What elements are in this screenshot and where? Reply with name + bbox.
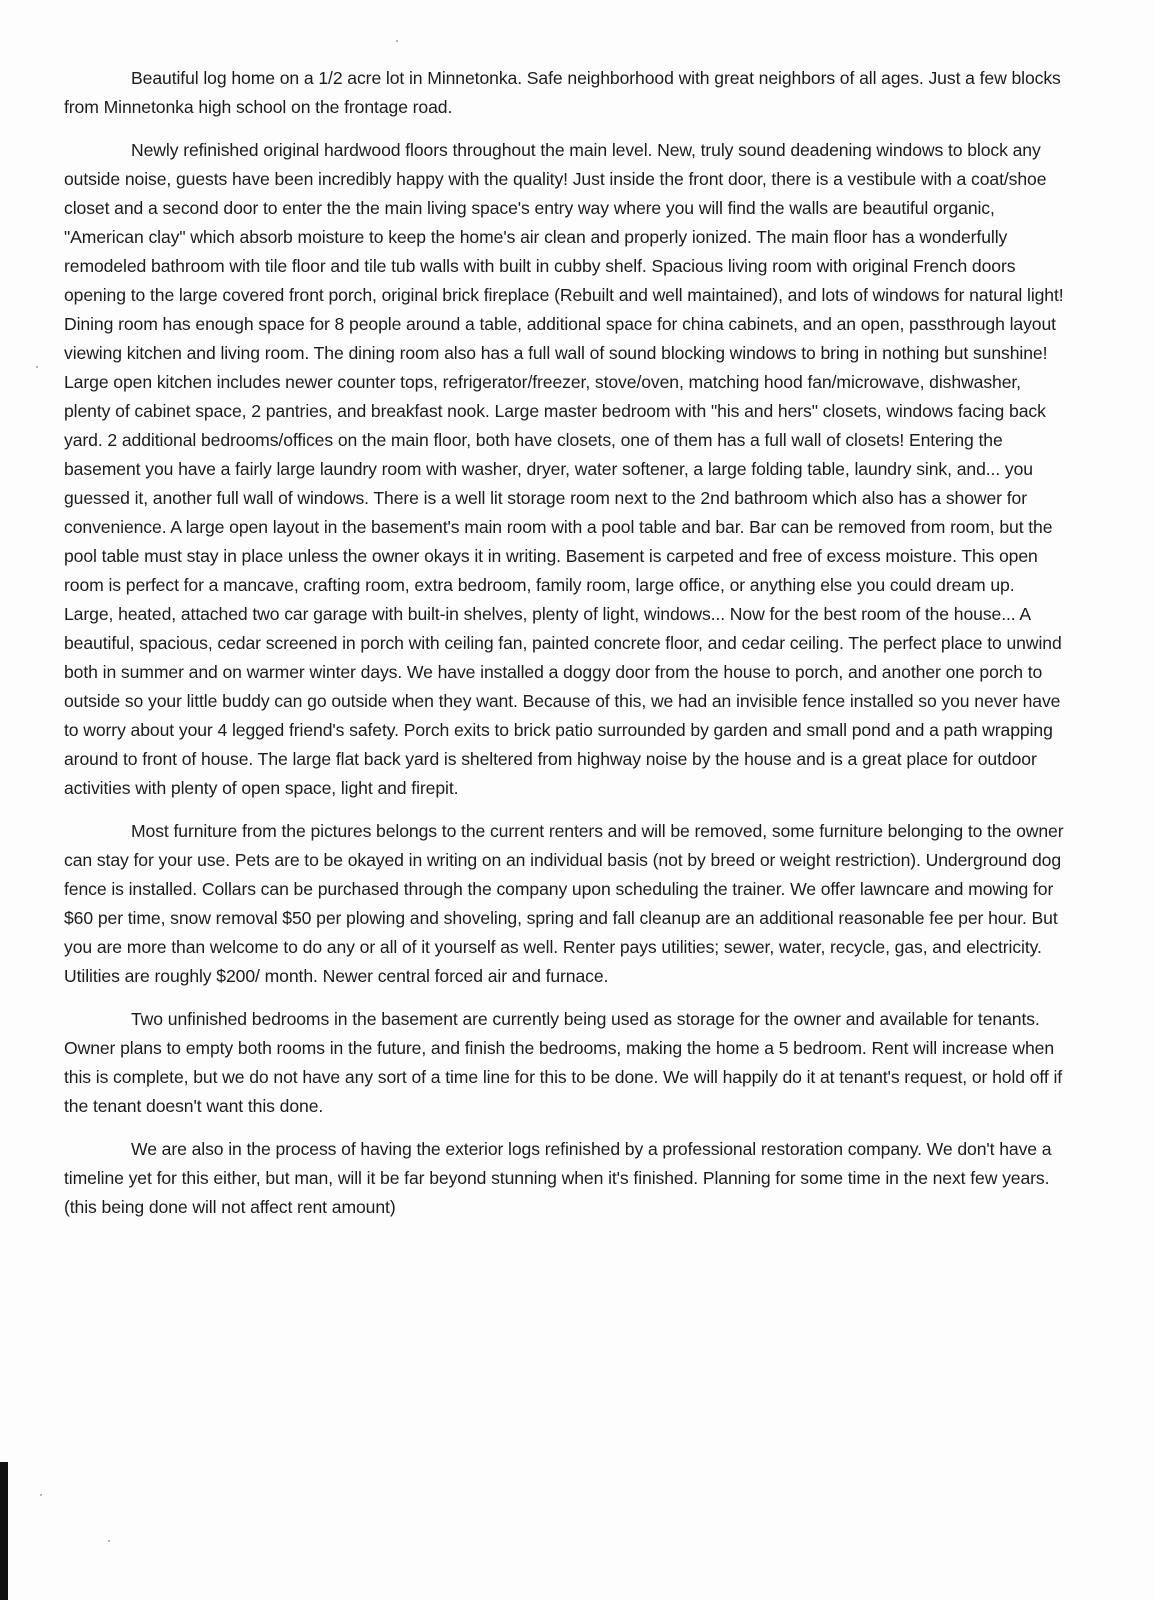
scan-speck — [396, 40, 398, 42]
document-body — [64, 64, 1066, 1236]
scan-edge-mark — [0, 1462, 8, 1600]
paragraph-rental-terms: Most furniture from the pictures belongs to the current renters and will be removed, some furniture belonging to the owner can stay for your use. Pets are to be okayed in writing on an individual basis (not by breed or weight restriction). Underground dog fence is installed. Collars can be purchased through the company upon scheduling the trainer. We offer lawncare and mowing for $60 per time, snow removal $50 per plowing and shoveling, spring and fall cleanup are an additional reasonable fee per hour. But you are more than welcome to do any or all of it yourself as well. Renter pays utilities; sewer, water, recycle, gas, and electricity. Utilities are roughly $200/ month. Newer central forced air and furnace. — [64, 821, 1064, 986]
paragraph-location: Beautiful log home on a 1/2 acre lot in Minnetonka. Safe neighborhood with great neighbors of all ages. Just a few blocks from Minnetonka high school on the frontage road. — [64, 68, 1061, 117]
scan-speck — [108, 1540, 110, 1542]
scan-speck — [36, 366, 38, 368]
paragraph-exterior-refinish: We are also in the process of having the exterior logs refinished by a professional restoration company. We don't have a timeline yet for this either, but man, will it be far beyond stunning when it's finished. Planning for some time in the next few years. (this being done will not affect rent amount) — [64, 1139, 1052, 1217]
paragraph-home-features: Newly refinished original hardwood floors throughout the main level. New, truly sound deadening windows to block any outside noise, guests have been incredibly happy with the quality! Just inside the front door, there is a vestibule with a coat/shoe closet and a second door to enter the the main living space's entry way where you will find the walls are beautiful organic, "American clay" which absorb moisture to keep the home's air clean and properly ionized. The main floor has a wonderfully remodeled bathroom with tile floor and tile tub walls with built in cubby shelf. Spacious living room with original French doors opening to the large covered front porch, original brick fireplace (Rebuilt and well maintained), and lots of windows for natural light! Dining room has enough space for 8 people around a table, additional space for china cabinets, and an open, passthrough layout viewing kitchen and living room. The dining room also has a full wall of sound blocking windows to bring in nothing but sunshine! Large open kitchen includes newer counter tops, refrigerator/freezer, stove/oven, matching hood fan/microwave, dishwasher, plenty of cabinet space, 2 pantries, and breakfast nook. Large master bedroom with "his and hers" closets, windows facing back yard. 2 additional bedrooms/offices on the main floor, both have closets, one of them has a full wall of closets! Entering the basement you have a fairly large laundry room with washer, dryer, water softener, a large folding table, laundry sink, and... you guessed it, another full wall of windows. There is a well lit storage room next to the 2nd bathroom which also has a shower for convenience. A large open layout in the basement's main room with a pool table and bar. Bar can be removed from room, but the pool table must stay in place unless the owner okays it in writing. Basement is carpeted and free of excess moisture. This open room is perfect for a mancave, crafting room, extra bedroom, family room, large office, or anything else you could dream up. Large, heated, attached two car garage with built-in shelves, plenty of light, windows... Now for the best room of the house... A beautiful, spacious, cedar screened in porch with ceiling fan, painted concrete floor, and cedar ceiling. The perfect place to unwind both in summer and on warmer winter days. We have installed a doggy door from the house to porch, and another one porch to outside so your little buddy can go outside when they want. Because of this, we had an invisible fence installed so you never have to worry about your 4 legged friend's safety. Porch exits to brick patio surrounded by garden and small pond and a path wrapping around to front of house. The large flat back yard is sheltered from highway noise by the house and is a great place for outdoor activities with plenty of open space, light and firepit. — [64, 140, 1064, 798]
paragraph-basement-bedrooms: Two unfinished bedrooms in the basement are currently being used as storage for the owner and available for tenants. Owner plans to empty both rooms in the future, and finish the bedrooms, making the home a 5 bedroom. Rent will increase when this is complete, but we do not have any sort of a time line for this to be done. We will happily do it at tenant's request, or hold off if the tenant doesn't want this done. — [64, 1009, 1063, 1116]
scan-speck — [40, 1494, 42, 1496]
